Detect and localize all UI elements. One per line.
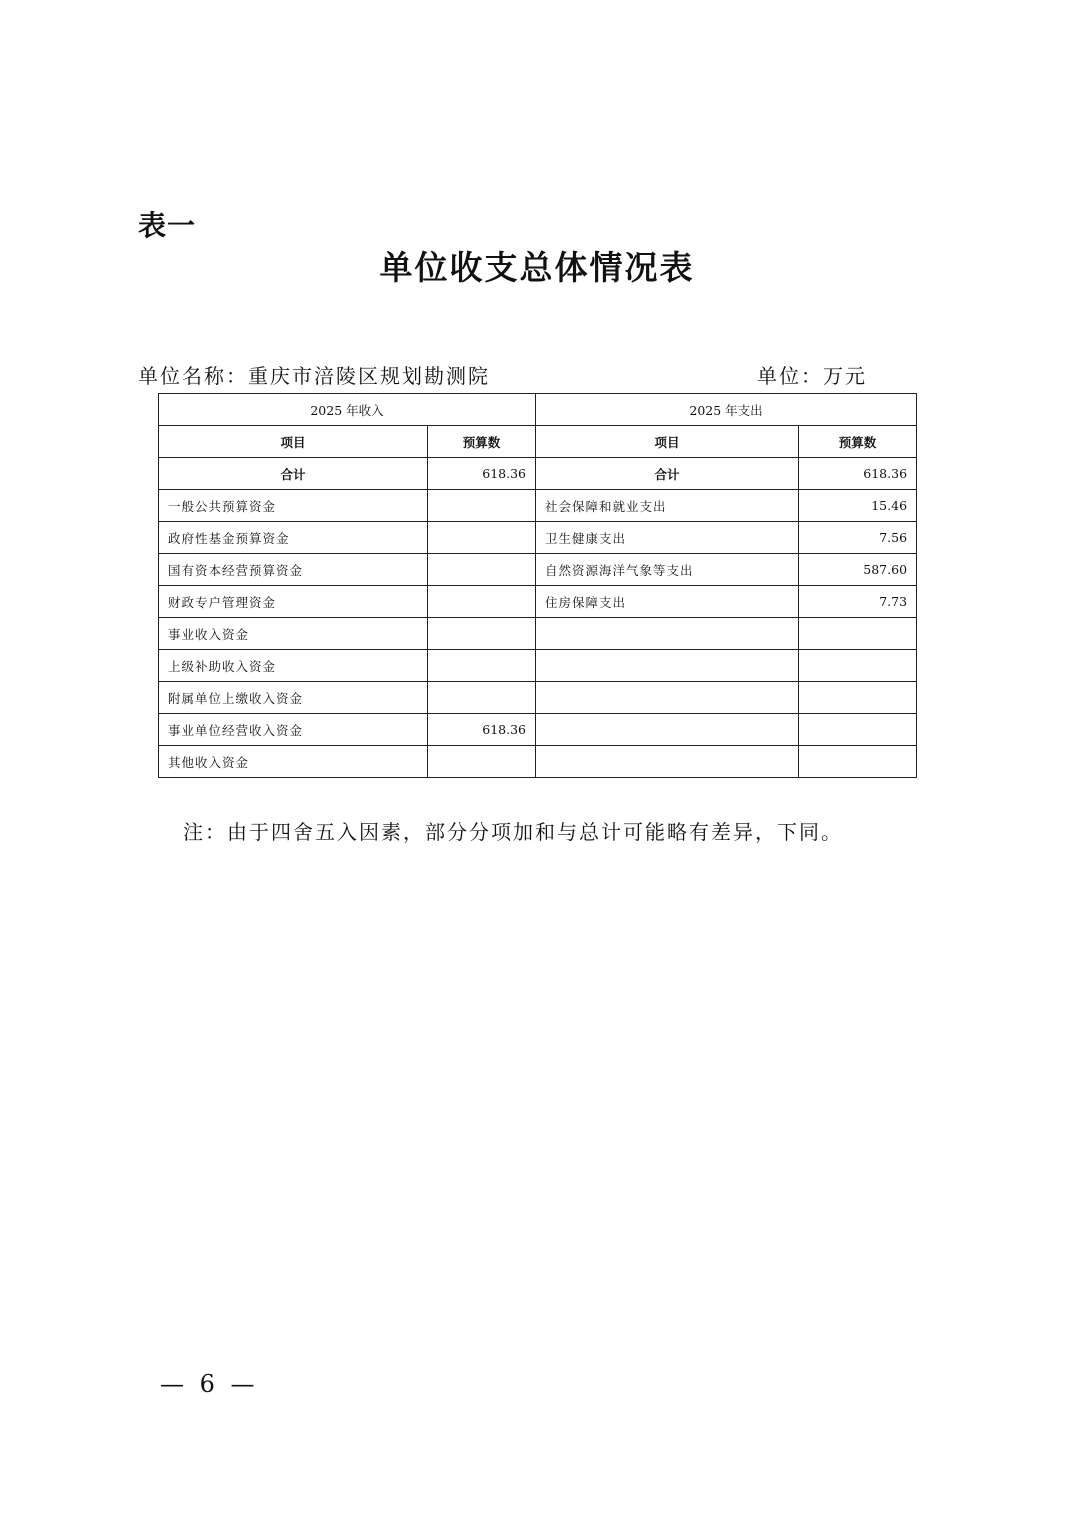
expense-item: 卫生健康支出: [536, 522, 799, 554]
income-value: [428, 586, 536, 618]
table-row: [159, 586, 917, 618]
income-group-header: 2025 年收入: [159, 394, 536, 426]
income-value: [428, 554, 536, 586]
table-row: [159, 650, 917, 682]
income-budget-header: 预算数: [428, 426, 536, 458]
table-column-header-row: [159, 426, 917, 458]
income-item: 一般公共预算资金: [159, 490, 428, 522]
table-row: [159, 682, 917, 714]
expense-value: 618.36: [799, 458, 917, 490]
expense-budget-header: 预算数: [799, 426, 917, 458]
table-row: [159, 522, 917, 554]
income-value: [428, 682, 536, 714]
expense-value: [799, 746, 917, 778]
expense-value: 587.60: [799, 554, 917, 586]
expense-item: [536, 714, 799, 746]
page-title: 单位收支总体情况表: [379, 248, 695, 287]
income-value: [428, 746, 536, 778]
expense-item: [536, 618, 799, 650]
table-group-header-row: [159, 394, 917, 426]
income-item: 上级补助收入资金: [159, 650, 428, 682]
expense-item: 社会保障和就业支出: [536, 490, 799, 522]
table-row-total: [159, 458, 917, 490]
income-value: [428, 522, 536, 554]
expense-item: 住房保障支出: [536, 586, 799, 618]
income-value: 618.36: [428, 458, 536, 490]
expense-item: 合计: [536, 458, 799, 490]
expense-value: [799, 618, 917, 650]
expense-value: [799, 714, 917, 746]
expense-item: [536, 746, 799, 778]
table-row: [159, 490, 917, 522]
income-item: 合计: [159, 458, 428, 490]
expense-item-header: 项目: [536, 426, 799, 458]
income-item: 财政专户管理资金: [159, 586, 428, 618]
table-row: [159, 618, 917, 650]
expense-value: [799, 650, 917, 682]
currency-unit: 单位：万元: [757, 364, 867, 388]
budget-table: [158, 393, 917, 778]
income-item: 国有资本经营预算资金: [159, 554, 428, 586]
rounding-note: 注：由于四舍五入因素，部分分项加和与总计可能略有差异，下同。: [183, 820, 843, 844]
page-number: — 6 —: [160, 1370, 259, 1398]
income-item: 政府性基金预算资金: [159, 522, 428, 554]
income-value: [428, 618, 536, 650]
expense-value: 15.46: [799, 490, 917, 522]
expense-value: 7.73: [799, 586, 917, 618]
table-row: [159, 554, 917, 586]
expense-item: [536, 650, 799, 682]
income-item: 事业收入资金: [159, 618, 428, 650]
expense-value: [799, 682, 917, 714]
unit-name: 单位名称：重庆市涪陵区规划勘测院: [138, 364, 490, 388]
expense-item: 自然资源海洋气象等支出: [536, 554, 799, 586]
table-row: [159, 714, 917, 746]
income-value: [428, 650, 536, 682]
income-item: 附属单位上缴收入资金: [159, 682, 428, 714]
expense-value: 7.56: [799, 522, 917, 554]
income-value: [428, 490, 536, 522]
expense-item: [536, 682, 799, 714]
table-row: [159, 746, 917, 778]
expense-group-header: 2025 年支出: [536, 394, 917, 426]
income-item: 其他收入资金: [159, 746, 428, 778]
income-item: 事业单位经营收入资金: [159, 714, 428, 746]
income-value: 618.36: [428, 714, 536, 746]
table-label: 表一: [138, 209, 197, 242]
income-item-header: 项目: [159, 426, 428, 458]
